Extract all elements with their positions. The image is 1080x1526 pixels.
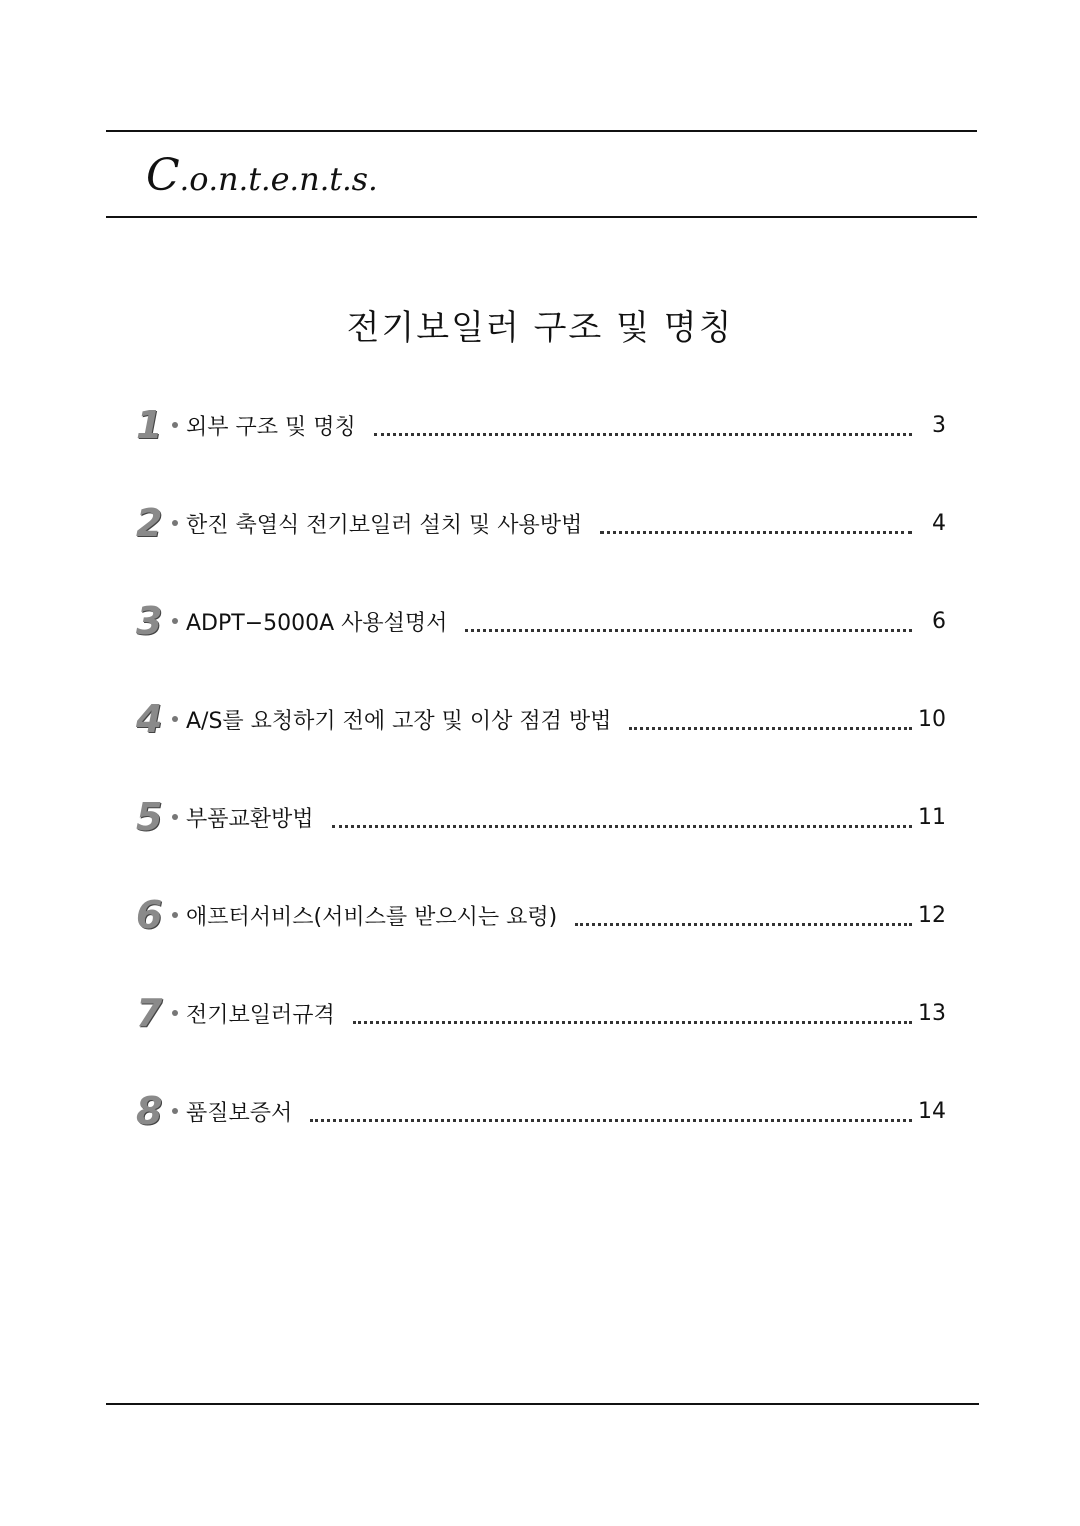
toc-entry-3[interactable] — [136, 591, 946, 651]
toc-number: 2 — [136, 501, 163, 545]
toc-number: 4 — [136, 697, 163, 741]
dot-leader — [629, 727, 912, 730]
dot-leader — [310, 1119, 912, 1122]
bullet-dot-icon — [172, 618, 178, 624]
toc-number: 6 — [136, 893, 163, 937]
toc-page-number: 4 — [932, 510, 946, 536]
bullet-dot-icon — [172, 912, 178, 918]
bullet-dot-icon — [172, 422, 178, 428]
toc-label: 부품교환방법 — [186, 806, 314, 832]
title-underline-rule — [106, 216, 977, 218]
top-rule — [106, 130, 977, 132]
dot-leader — [465, 629, 912, 632]
bottom-rule — [106, 1403, 979, 1405]
bullet-dot-icon — [172, 1010, 178, 1016]
toc-number: 3 — [136, 599, 163, 643]
toc-entry-7[interactable] — [136, 983, 946, 1043]
toc-label: ADPT−5000A 사용설명서 — [186, 610, 448, 636]
bullet-dot-icon — [172, 1108, 178, 1114]
toc-label: 외부 구조 및 명칭 — [186, 414, 356, 440]
toc-page-number: 11 — [918, 804, 946, 830]
toc-label: 한진 축열식 전기보일러 설치 및 사용방법 — [186, 512, 583, 538]
toc-page-number: 12 — [918, 902, 946, 928]
bullet-dot-icon — [172, 520, 178, 526]
toc-page-number: 3 — [932, 412, 946, 438]
toc-label: 전기보일러규격 — [186, 1002, 335, 1028]
bullet-dot-icon — [172, 814, 178, 820]
toc-entry-2[interactable] — [136, 493, 946, 553]
toc-label: A/S를 요청하기 전에 고장 및 이상 점검 방법 — [186, 708, 612, 734]
toc-page-number: 13 — [918, 1000, 946, 1026]
contents-title: C.o.n.t.e.n.t.s. — [146, 150, 378, 201]
toc-number: 1 — [136, 403, 163, 447]
toc-number: 8 — [136, 1089, 163, 1133]
toc-page-number: 14 — [918, 1098, 946, 1124]
toc-label: 품질보증서 — [186, 1100, 293, 1126]
toc-number: 7 — [136, 991, 163, 1035]
dot-leader — [575, 923, 912, 926]
bullet-dot-icon — [172, 716, 178, 722]
toc-entry-5[interactable] — [136, 787, 946, 847]
toc-entry-8[interactable] — [136, 1081, 946, 1141]
toc-page-number: 10 — [918, 706, 946, 732]
section-heading: 전기보일러 구조 및 명칭 — [346, 308, 734, 348]
toc-entry-4[interactable] — [136, 689, 946, 749]
dot-leader — [374, 433, 912, 436]
toc-number: 5 — [136, 795, 163, 839]
dot-leader — [600, 531, 912, 534]
dot-leader — [332, 825, 912, 828]
toc-entry-6[interactable] — [136, 885, 946, 945]
toc-entry-1[interactable] — [136, 395, 946, 455]
toc-page-number: 6 — [932, 608, 946, 634]
dot-leader — [353, 1021, 912, 1024]
toc-label: 애프터서비스(서비스를 받으시는 요령) — [186, 904, 558, 930]
